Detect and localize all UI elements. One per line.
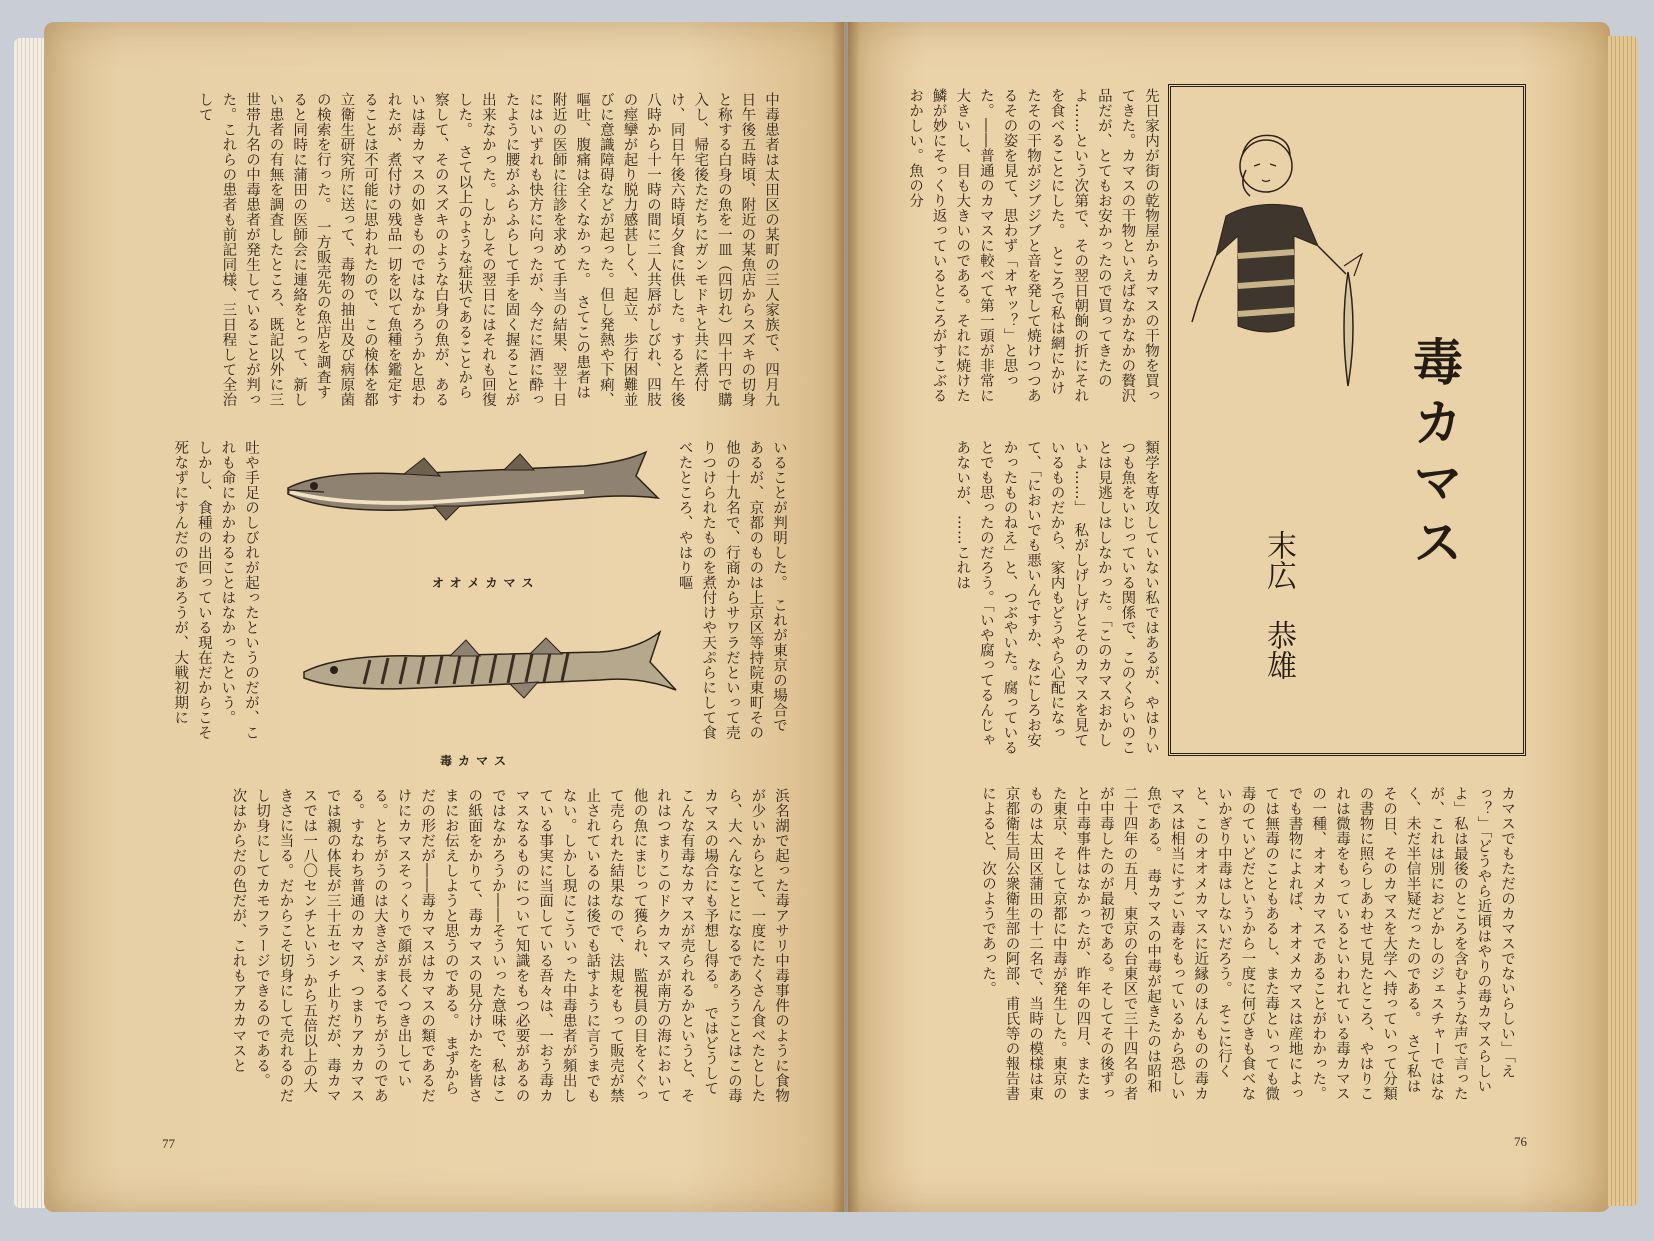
left-top-text: 中毒患者は太田区の某町の三人家族で、四月九日午後五時頃、附近の某魚店からスズキの切身と称する白身の魚を一皿（四切れ）四十円で購入し、帰宅後ただちにガンモドキと共に煮付け、同日午後六時頃夕食に供した。すると午後八時から十一時の間に二人共唇がしびれ、四肢の痙攣が起り脱力感甚しく、起立、歩行困難並びに意識障碍などが起った。但し発熱や下痢、嘔吐、腹痛は全くなかった。 さてこの患者は附近の医師に往診を求めて手当の結果、翌十日にはいずれも快方に向ったが、今だに酒に酔ったように腰がふらふらして手を固く握ることが出来なかった。しかしその翌日にはそれも回復した。 さて以上のような症状であることから察して、そのスズキのような白身の魚が、あるいは毒カマスの如きものではなかろうかと思われたが、煮付けの残品一切を以て魚種を鑑定することは不可能に思われたので、この検体を都立衛生研究所に送って、毒物の抽出及び病原菌の検索を行った。 一方販売先の魚店を調査すると同時に蒲田の医師会に連絡をとって、新しい患者の有無を調査したところ、既記以外に三世帯九名の中毒患者が発生していることが判った。これらの患者も前記同様、三日程して全治して bbox=[196, 92, 779, 407]
caption-oomekamasu: オオメカマス bbox=[432, 576, 540, 590]
right-middle-text: 類学を専攻していない私ではあるが、やはりいつも魚をいじっている関係で、このくらいのことは見逃しはしなかった。「このカマスおかしいよ……」 私がしげしげとそのカマスを見ているものだから、家内もどうやら心配になって、「においでも悪いんですか、なにしろお安かったものねえ」と、つぶやいた。腐っているとでも思ったのだろう。「いや腐ってるんじゃあないが、……これは bbox=[954, 440, 1159, 755]
book-spine bbox=[832, 22, 860, 1212]
page-number-left: 77 bbox=[162, 1136, 175, 1151]
left-bottom-text: 浜名湖で起った毒アサリ中毒事件のように食物が少いからとて、一度にたくさん食べたとしたら、大へんなことになるであろうことはこの毒カマスの場合にも予想し得る。 ではどうしてこんな有毒なカマスが売られるかというと、それはつまりこのドクカマスが南方の海において他の魚にまじって獲られ、監視員の目をくぐって売られた結果なので、法規をもって販売が禁止されているのは後でも話すように言うまでもない。しかし現にこういった中毒患者が頻出している事実に当面している吾々は、一おう毒カマスなるものについて知識をもつ必要があるのではなかろうか――そういった意味で、私はこの紙面をかりて、毒カマスの見分けかたを皆さまにお伝えしようと思うのである。 まずからだの形だが――毒カマスはカマスの類であるだけにカマスそっくりで顔が長くつき出している。とちがうのは大きさがまるでちがうのである。すなわち普通のカマス、つまりアカカマスでは親の体長が三十五センチ止りだが、毒カマスでは一八〇センチという から五倍以上の大きさに当る。だからこそ切身にして売れるのだし切身にしてカモフラージできるのである。 次はからだの色だが、これもアカカマスと bbox=[230, 788, 789, 1103]
caption-dokukamasu: 毒カマス bbox=[440, 754, 513, 768]
article-title: 毒カマス bbox=[1405, 336, 1463, 576]
fish-illustration-dokukamasu bbox=[300, 626, 700, 736]
left-middle-left-text: 吐や手足のしびれが起ったというのだが、これも命にかかわることはなかったという。 しかし、食種の出回っている現在だからこそ死なずにすんだのであろうが、大戦初期に bbox=[172, 440, 259, 740]
page-stack-right bbox=[1608, 36, 1638, 1206]
page-number-right: 76 bbox=[1514, 1134, 1527, 1149]
right-bottom-text: カマスでもただのカマスでないらしい」「えっ？」「どうやら近頃はやりの毒カマスらしいよ」私は最後のところを含むような声で言ったが、これは別におどかしのジェスチャーではなく、未だ半信半疑だったのである。 さて私はその日、そのカマスを大学へ持っていって分類の書物に照らしあわせて見たところ、やはりこれは微毒をもっているといわれている毒カマスの一種、オオメカマスであることがわかった。でも書物によれば、オオメカマスは産地によっては無毒のこともあるし、また毒といっても微毒のていどだというから一度に何びきも食べないかぎり中毒はしないだろう。 そこに行くと、このオオメカマスに近縁のほんものの毒カマスは相当にすごい毒をもっているから恐しい魚である。 毒カマスの中毒が起きたのは昭和二十四年の五月、東京の台東区で三十四名の者が中毒したのが最初である。そしてその後ずっと中毒事件はなかったが、昨年の四月、またまた東京、そして京都に中毒が発生した。東京のものは太田区蒲田の十二名で、当時の模様は東京都衛生局公衆衛生部の阿部、甫氏等の報告書によると、次のようであった。 bbox=[979, 786, 1515, 1101]
fish-illustration-oomekamasu bbox=[284, 440, 684, 560]
page-stack-left bbox=[14, 38, 48, 1208]
article-author: 末広 恭雄 bbox=[1261, 530, 1296, 680]
left-middle-right-text: いることが判明した。 これが東京の場合であるが、京都のものは上京区等持院東町その他の十九名で、行商からサワラだといって売りつけられたものを煮付けや天ぷらにして食べたところ、やはり嘔 bbox=[676, 440, 787, 740]
woman-with-fish-illustration bbox=[1198, 126, 1408, 416]
right-top-text: 先日家内が街の乾物屋からカマスの干物を買ってきた。カマスの干物といえばなかなかの贅沢品だが、とてもお安かったので買ってきたのよ……という次第で、その翌日朝餉の折にそれを食べることにした。 ところで私は網にかけたその干物がジブジブと音を発して焼けつつあるその姿を見て、思わず「オヤッ？」と思った。――普通のカマスに較べて第一頭が非常に大きいし、目も大きいのである。それに焼けた鱗が妙にそっくり返っているところがすこぶるおかしい。魚の分 bbox=[907, 88, 1159, 403]
